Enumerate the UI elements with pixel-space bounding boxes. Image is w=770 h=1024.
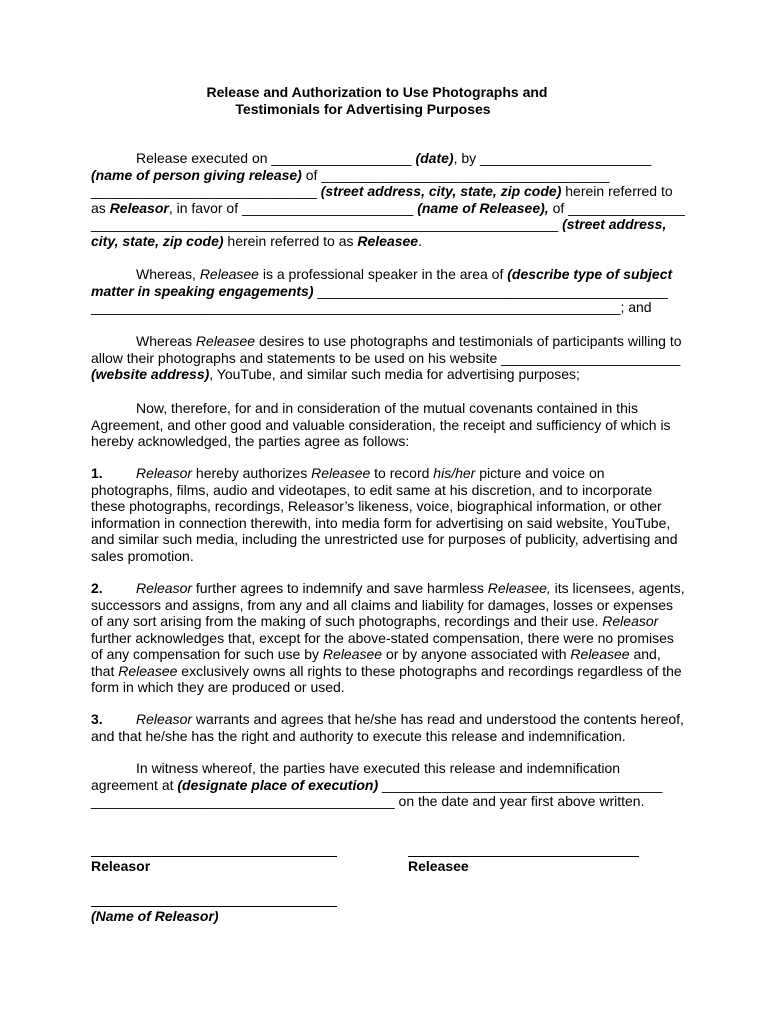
- text: photographs, films, audio and videotapes, to edit same at his discretion, and to incorporate: [91, 481, 653, 498]
- text: successors and assigns, from any and all claims and liability for damages, losses or expenses: [91, 596, 674, 613]
- text: Releasee: [195, 333, 256, 349]
- text: to record: [370, 465, 434, 481]
- text: Releasee: [322, 646, 383, 662]
- paragraph-whereas-photographs: [91, 333, 681, 383]
- text: desires to use photographs and testimonials of participants willing to: [255, 333, 682, 349]
- text: its licensees, agents,: [550, 580, 685, 596]
- text: (name of person giving release): [91, 166, 302, 183]
- text: ____________________________________: [378, 776, 663, 793]
- text: warrants and agrees that he/she has read and understood the contents hereof,: [192, 711, 684, 727]
- text: information in connection therewith, into media form for advertising on said website, YouTube,: [91, 514, 671, 531]
- text: picture and voice on: [475, 465, 605, 481]
- text: further acknowledges that, except for the above-stated compensation, there were no promises: [91, 629, 674, 646]
- text: agreement at: [91, 776, 178, 793]
- text: of _____________________________________: [301, 166, 610, 183]
- text: (website address): [91, 366, 210, 382]
- text: (street address, city, state, zip code): [320, 183, 562, 199]
- text: Releasor: [109, 199, 169, 216]
- text: exclusively owns all rights to these photographs and recordings regardless of the: [177, 662, 682, 679]
- text: Whereas: [136, 333, 196, 349]
- text: ____________________________________________________________________; and: [91, 299, 652, 315]
- section-number: 2.: [91, 580, 103, 596]
- paragraph-release-executed: [91, 150, 685, 249]
- text: Releasor: [136, 465, 193, 481]
- text: Releasee: [118, 662, 178, 679]
- text: sales promotion.: [91, 547, 194, 564]
- releasor-name-line[interactable]: [91, 906, 337, 907]
- text: .: [418, 232, 422, 249]
- text: his/her: [433, 465, 476, 481]
- name-of-releasor-label: (Name of Releasor): [91, 908, 219, 924]
- text: Releasee: [357, 232, 419, 249]
- text: Releasee: [199, 266, 259, 282]
- section-3: [91, 711, 684, 744]
- section-1: [91, 465, 681, 564]
- text: , YouTube, and similar such media for advertising purposes;: [209, 366, 580, 382]
- text: ____________________________________________________________: [91, 216, 563, 232]
- text: and that he/she has the right and authority to execute this release and indemnification.: [91, 727, 626, 744]
- text: of _______________: [548, 199, 685, 216]
- text: hereby acknowledged, the parties agree as follows:: [91, 433, 410, 449]
- text: city, state, zip code): [91, 232, 224, 249]
- text: (designate place of execution): [177, 776, 379, 793]
- releasor-signature-line[interactable]: [91, 856, 337, 857]
- text: (name of Releasee),: [417, 199, 549, 216]
- text: these photographs, recordings, Releasor’s likeness, voice, biographical information, or other: [91, 498, 662, 514]
- text: Release executed on __________________: [136, 150, 416, 166]
- releasee-signature-line[interactable]: [408, 856, 639, 857]
- releasor-label: Releasor: [91, 858, 151, 874]
- paragraph-in-witness: [91, 760, 681, 810]
- text: (street address,: [562, 216, 667, 232]
- text: of any compensation for such use by: [91, 646, 323, 662]
- text: further agrees to indemnify and save harmless: [192, 580, 488, 596]
- text: Agreement, and other good and valuable consideration, the receipt and sufficiency of which is: [91, 416, 671, 433]
- text: Releasee: [311, 465, 371, 481]
- text: In witness whereof, the parties have executed this release and indemnification: [136, 760, 621, 776]
- text: Releasor: [136, 580, 193, 596]
- text: (date): [415, 150, 454, 166]
- text: _______________________________________ on the date and year first above written.: [91, 793, 645, 809]
- text: or by anyone associated with: [382, 646, 571, 662]
- text: of any sort arising from the making of such photographs, recordings and their use.: [91, 613, 603, 629]
- section-number: 1.: [91, 465, 103, 481]
- text: hereby authorizes: [192, 465, 312, 481]
- text: (describe type of subject: [507, 266, 673, 282]
- text: herein referred to as: [223, 232, 358, 249]
- text: herein referred to: [561, 183, 673, 199]
- text: form in which they are produced or used.: [91, 679, 345, 695]
- text: and,: [629, 646, 661, 662]
- text: as: [91, 199, 110, 216]
- text: Whereas,: [136, 266, 200, 282]
- document-title: [0, 84, 770, 118]
- text: is a professional speaker in the area of: [258, 266, 508, 282]
- releasee-label: Releasee: [408, 858, 469, 874]
- text: Releasee,: [487, 580, 551, 596]
- paragraph-whereas-speaker: [91, 266, 681, 316]
- text: Now, therefore, for and in consideration of the mutual covenants contained in this: [136, 400, 638, 416]
- text: allow their photographs and statements to be used on his website _______________________: [91, 349, 681, 366]
- text: _____________________________________________: [313, 282, 668, 299]
- section-2: [91, 580, 685, 696]
- text: that: [91, 662, 119, 679]
- text: matter in speaking engagements): [91, 282, 314, 299]
- text: Releasee: [570, 646, 630, 662]
- text: and similar such media, including the unrestricted use for purposes of publicity, advertising and: [91, 531, 678, 547]
- text: Releasor: [602, 613, 659, 629]
- title-line-2: Testimonials for Advertising Purposes: [235, 101, 491, 117]
- text: Releasor: [136, 711, 193, 727]
- paragraph-now-therefore: [91, 400, 681, 450]
- text: _____________________________: [91, 183, 321, 199]
- title-line-1: Release and Authorization to Use Photographs and: [206, 84, 548, 100]
- text: , in favor of ______________________: [168, 199, 418, 216]
- section-number: 3.: [91, 711, 103, 727]
- text: , by ______________________: [453, 150, 652, 166]
